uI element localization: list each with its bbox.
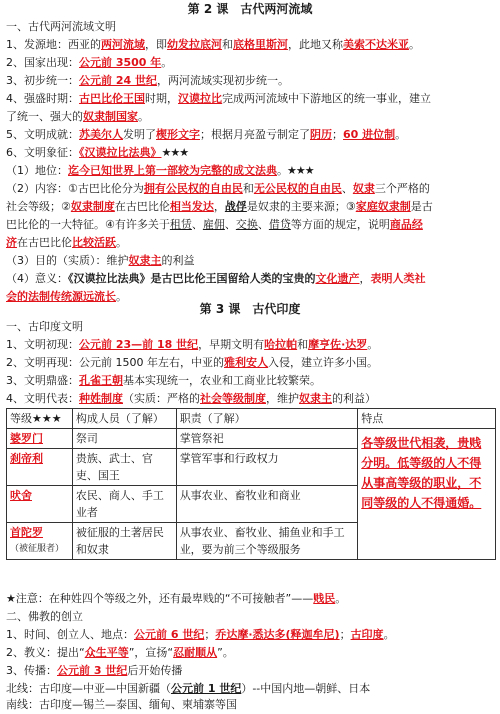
l3-emerge: 1、文明初现：公元前 23—前 18 世纪，早期文明有哈拉帕和摩亨佐·达罗。 [6,338,379,351]
lesson2-title: 第 2 课 古代两河流域 [187,2,313,16]
l3-represent: 4、文明代表：种姓制度（实质：严格的社会等级制度，维护奴隶主的利益） [6,392,376,405]
caste-duty: 从事农业、畜牧业和商业 [176,486,358,523]
caste-name: 吠舍 [7,486,73,523]
caste-duty: 掌管祭祀 [176,429,358,449]
l2-content-1: （2）内容：①古巴比伦分为拥有公民权的自由民和无公民权的自由民、奴隶三个严格的 [6,182,430,195]
caste-name: 首陀罗 [10,526,43,539]
l3-south-route: 南线：古印度—锡兰—泰国、缅甸、柬埔寨等国 [6,698,237,711]
l2-content-2: 社会等级；②奴隶制度在古巴比伦相当发达，战俘是奴隶的主要来源；③家庭奴隶制是古 [6,200,433,213]
l3-north-route: 北线：古印度—中亚—中国新疆（公元前 1 世纪）--中国内地—朝鲜、日本 [6,682,371,695]
caste-members: 贵族、武士、官吏、国王 [72,449,176,486]
lesson2-section1: 一、古代两河流域文明 [6,20,116,33]
caste-name: 婆罗门 [7,429,73,449]
l2-achieve: 5、文明成就：苏美尔人发明了楔形文字；根据月亮盈亏制定了阴历；60 进位制。 [6,128,407,141]
l2-peak: 4、强盛时期：古巴比伦王国时期，汉谟拉比完成两河流域中下游地区的统一事业，建立 [6,92,431,105]
l2-purpose: （3）目的（实质）：维护奴隶主的利益 [6,254,195,267]
caste-table [6,408,496,560]
l2-origin: 1、发源地：西亚的两河流域，即幼发拉底河和底格里斯河，此地又称美索不达米亚。 [6,38,420,51]
caste-members: 农民、商人、手工业者 [72,486,176,523]
l3-doctrine: 2、教义：提出“众生平等”，宣扬“忍耐顺从”。 [6,646,234,659]
l2-content-3: 巴比伦的一大特征。④有许多关于租赁、雇佣、交换、借贷等方面的规定，说明商品经 [6,218,423,231]
caste-members: 被征服的土著居民和奴隶 [72,523,176,560]
l3-peak: 3、文明鼎盛：孔雀王朝基本实现统一，农业和工商业比较繁荣。 [6,374,321,387]
l3-note: ★注意：在种姓四个等级之外，还有最卑贱的“不可接触者”——贱民。 [6,592,347,605]
caste-duty: 从事农业、畜牧业、捕鱼业和手工业，要为前三个等级服务 [176,523,358,560]
caste-table-header [7,409,496,429]
l2-content-4: 济在古巴比伦比较活跃。 [6,236,127,249]
lesson3-section2: 二、佛教的创立 [6,610,83,623]
caste-name: 刹帝利 [7,449,73,486]
lesson3-section1: 一、古印度文明 [6,320,83,333]
lesson3-title: 第 3 课 古代印度 [199,302,301,316]
l3-spread: 3、传播：公元前 3 世纪后开始传播 [6,664,183,677]
l3-buddhism-origin: 1、时间、创立人、地点：公元前 6 世纪；乔达摩·悉达多(释迦牟尼)；古印度。 [6,628,395,641]
l2-status: （1）地位：迄今已知世界上第一部较为完整的成文法典。★★★ [6,164,314,177]
caste-note: （被征服者） [10,544,65,554]
header-feature: 特点 [358,409,496,429]
l2-peak-cont: 了统一、强大的奴隶制国家。 [6,110,149,123]
caste-feature: 各等级世代相袭，贵贱分明。低等级的人不得从事高等级的职业，不同等级的人不得通婚。 [358,429,496,560]
header-duty: 职责（了解） [176,409,358,429]
l2-symbol: 6、文明象征：《汉谟拉比法典》★★★ [6,146,189,159]
header-rank: 等级★★★ [7,409,73,429]
l2-state: 2、国家出现：公元前 3500 年。 [6,56,173,69]
l2-significance: （4）意义：《汉谟拉比法典》是古巴比伦王国留给人类的宝贵的文化遗产，表明人类社 [6,272,426,285]
l2-significance-cont: 会的法制传统源远流长。 [6,290,127,303]
caste-name-cell [7,523,73,560]
l2-unify: 3、初步统一：公元前 24 世纪，两河流域实现初步统一。 [6,74,289,87]
table-row [7,429,496,449]
l3-reappear: 2、文明再现：公元前 1500 年左右，中亚的雅利安人入侵，建立许多小国。 [6,356,378,369]
header-members: 构成人员（了解） [72,409,176,429]
caste-members: 祭司 [72,429,176,449]
caste-duty: 掌管军事和行政权力 [176,449,358,486]
